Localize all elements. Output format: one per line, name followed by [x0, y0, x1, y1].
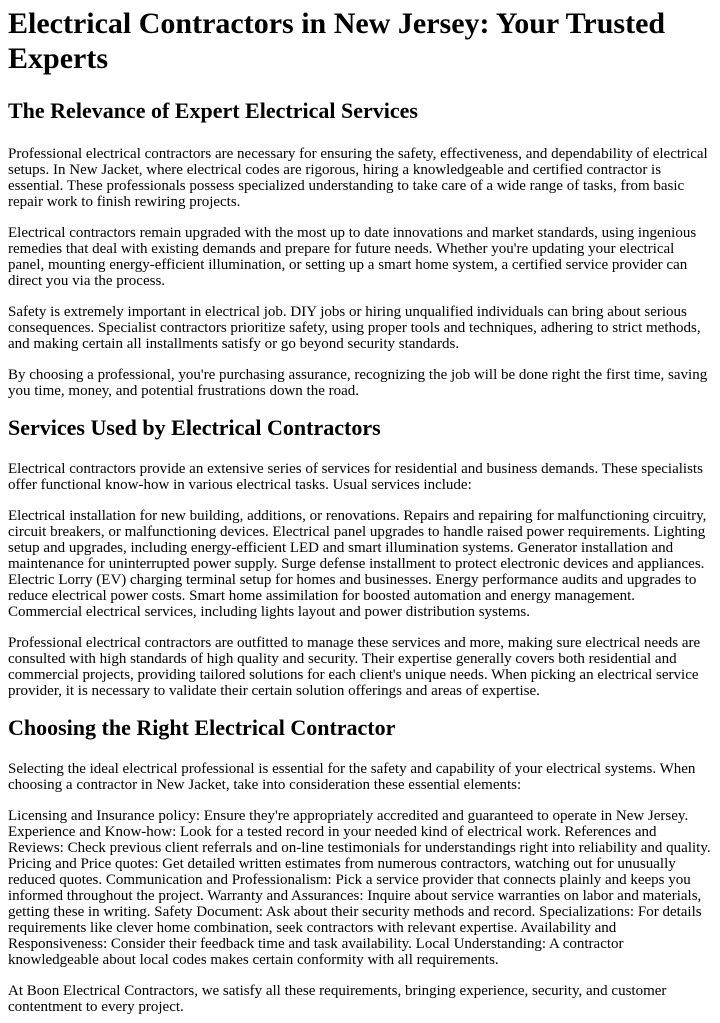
- paragraph: By choosing a professional, you're purchasing assurance, recognizing the job will be done right the first time, saving you time, money, and potential frustrations down the road.: [8, 367, 708, 399]
- paragraph: Electrical contractors provide an extensive series of services for residential and business demands. These specialists offer functional know-how in various electrical tasks. Usual services include:: [8, 461, 703, 493]
- section-heading-choosing: Choosing the Right Electrical Contractor: [8, 715, 396, 740]
- paragraph: Selecting the ideal electrical professional is essential for the safety and capability of your electrical systems. When choosing a contractor in New Jacket, take into consideration these essential elements:: [8, 761, 696, 793]
- paragraph: Professional electrical contractors are outfitted to manage these services and more, making sure electrical needs are consulted with high standards of high quality and security. Their expertise generally covers both residential and commercial projects, providing tailored solutions for each client's unique needs. When picking an electrical service provider, it is necessary to validate their certain solution offerings and areas of expertise.: [8, 635, 701, 699]
- article: [0, 6, 720, 1015]
- paragraph: Electrical installation for new building, additions, or renovations. Repairs and repairing for malfunctioning circuitry, circuit breakers, or malfunctioning devices. Electrical panel upgrades to handle raised power requirements. Lighting setup and upgrades, including energy-efficient LED and smart illumination systems. Generator installation and maintenance for uninterrupted power supply. Surge defense installment to protect electronic devices and appliances. Electric Lorry (EV) charging terminal setup for homes and businesses. Energy performance audits and upgrades to reduce electrical power costs. Smart home assimilation for boosted automation and energy management. Commercial electrical services, including lights layout and power distribution systems.: [8, 508, 707, 620]
- paragraph: Professional electrical contractors are necessary for ensuring the safety, effectiveness, and dependability of electrical setups. In New Jacket, where electrical codes are rigorous, hiring a knowledgeable and certified contractor is essential. These professionals possess specialized understanding to take care of a wide range of tasks, from basic repair work to finish rewiring projects.: [8, 146, 708, 210]
- paragraph: Electrical contractors remain upgraded with the most up to date innovations and market standards, using ingenious remedies that deal with existing demands and prepare for future needs. Whether you're updating your electrical panel, mounting energy-efficient illumination, or setting up a smart home system, a certified service provider can direct you via the process.: [8, 225, 697, 289]
- paragraph: At Boon Electrical Contractors, we satisfy all these requirements, bringing experience, security, and customer contentment to every project.: [8, 983, 667, 1015]
- section-heading-relevance: The Relevance of Expert Electrical Services: [8, 98, 418, 123]
- section-heading-services: Services Used by Electrical Contractors: [8, 415, 381, 440]
- paragraph: Safety is extremely important in electrical job. DIY jobs or hiring unqualified individuals can bring about serious consequences. Specialist contractors prioritize safety, using proper tools and techniques, adhering to strict methods, and making certain all installments satisfy or go beyond security standards.: [8, 304, 701, 352]
- page-title: Electrical Contractors in New Jersey: Your Trusted Experts: [8, 7, 666, 75]
- paragraph: Licensing and Insurance policy: Ensure they're appropriately accredited and guaranteed to operate in New Jersey. Experience and Know-how: Look for a tested record in your needed kind of electrical work. References and Reviews: Check previous client referrals and on-line testimonials for understandings right into reliability and quality. Pricing and Price quotes: Get detailed written estimates from numerous contractors, watching out for unusually reduced quotes. Communication and Professionalism: Pick a service provider that connects plainly and keeps you informed throughout the project. Warranty and Assurances: Inquire about service warranties on labor and materials, getting these in writing. Safety Document: Ask about their security methods and record. Specializations: For details requirements like clever home combination, seek contractors with relevant expertise. Availability and Responsiveness: Consider their feedback time and task availability. Local Understanding: A contractor knowledgeable about local codes makes certain conformity with all requirements.: [8, 808, 711, 968]
